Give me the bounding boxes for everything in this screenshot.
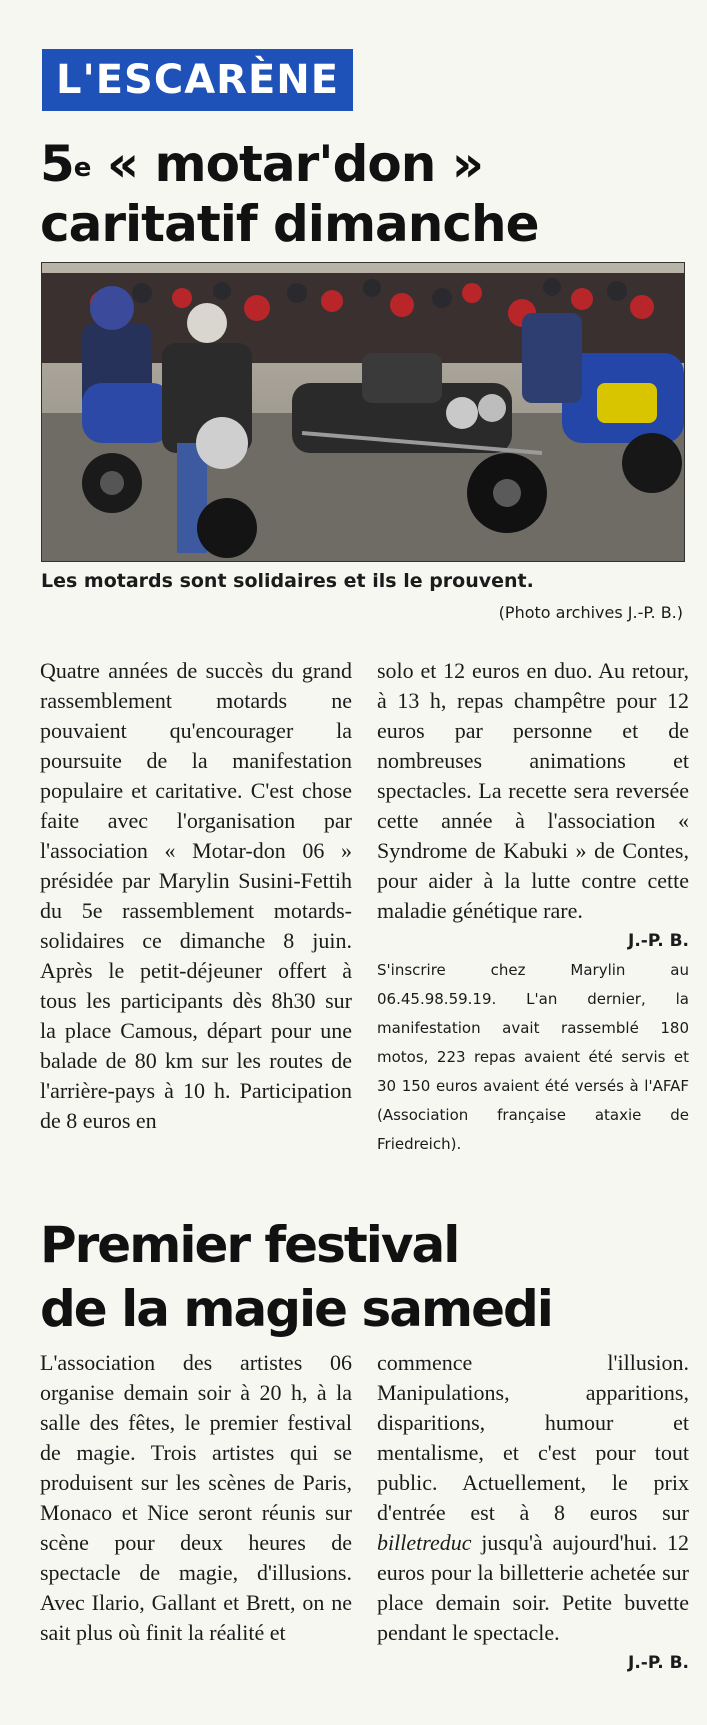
article2-signature: J.-P. B.: [628, 1653, 689, 1673]
article1-body-part2: solo et 12 euros en duo. Au retour, à 13 h, repas champêtre pour 12 euros par personne et de nombreuses animations et spectacles. La recette sera reversée cette année à l'association « Syndrome de Kabuki » de Contes, pour aider à la lutte contre cette maladie génétique rare.: [377, 658, 689, 923]
article1-photo: [41, 262, 685, 562]
photo-credit: (Photo archives J.-P. B.): [498, 603, 683, 622]
article2-body-text-b: jusqu'à aujourd'hui. 12 euros pour la billetterie achetée sur place demain soir. Petite buvette pendant le spectacle.: [377, 1530, 689, 1645]
headline-superscript: e: [73, 153, 91, 183]
article1-info-box: S'inscrire chez Marylin au 06.45.98.59.19. L'an dernier, la manifestation avait rassemblé 180 motos, 223 repas avaient été servis et 30 150 euros avaient été versés à l'AFAF (Association française ataxie de Friedreich).: [377, 961, 689, 1153]
article2-headline: [40, 1213, 552, 1341]
article2-body-part2: [377, 1348, 689, 1648]
motorcycle-rally-illustration: [42, 263, 684, 561]
article2-body-text-a: commence l'illusion. Manipulations, apparitions, disparitions, humour et mentalisme, et c'est pour tout public. Actuellement, le prix d'entrée est à 8 euros sur: [377, 1350, 689, 1525]
article2-headline-line1: Premier festival: [40, 1216, 459, 1274]
section-tag: L'ESCARÈNE: [42, 49, 353, 111]
headline-line2: caritatif dimanche: [40, 195, 539, 253]
headline-line1-rest: « motar'don »: [90, 135, 484, 193]
article1-column2: [377, 656, 689, 1159]
article2-headline-line2: de la magie samedi: [40, 1280, 552, 1338]
photo-caption: Les motards sont solidaires et ils le prouvent.: [41, 570, 534, 592]
article1-signature: J.-P. B.: [628, 931, 689, 951]
billetreduc-name: billetreduc: [377, 1530, 472, 1555]
article1-headline: [40, 134, 539, 254]
article2-column1: [40, 1348, 352, 1648]
article2-body-part1: L'association des artistes 06 organise demain soir à 20 h, à la salle des fêtes, le premier festival de magie. Trois artistes qui se produisent sur les scènes de Paris, Monaco et Nice seront réunis sur scène pour deux heures de spectacle de magie, d'illusions. Avec Ilario, Gallant et Brett, on ne sait plus où finit la réalité et: [40, 1350, 352, 1645]
article1-body-part1: Quatre années de succès du grand rassemblement motards ne pouvaient qu'encourager la poursuite de la manifestation populaire et caritative. C'est chose faite avec l'organisation par l'association « Motar-don 06 » présidée par Marylin Susini-Fettih du 5e rassemblement motards-solidaires ce dimanche 8 juin. Après le petit-déjeuner offert à tous les participants dès 8h30 sur la place Camous, départ pour une balade de 80 km sur les routes de l'arrière-pays à 10 h. Participation de 8 euros en: [40, 658, 352, 1133]
article2-column2: [377, 1348, 689, 1678]
article1-column1: [40, 656, 352, 1136]
headline-prefix: 5: [40, 135, 74, 193]
